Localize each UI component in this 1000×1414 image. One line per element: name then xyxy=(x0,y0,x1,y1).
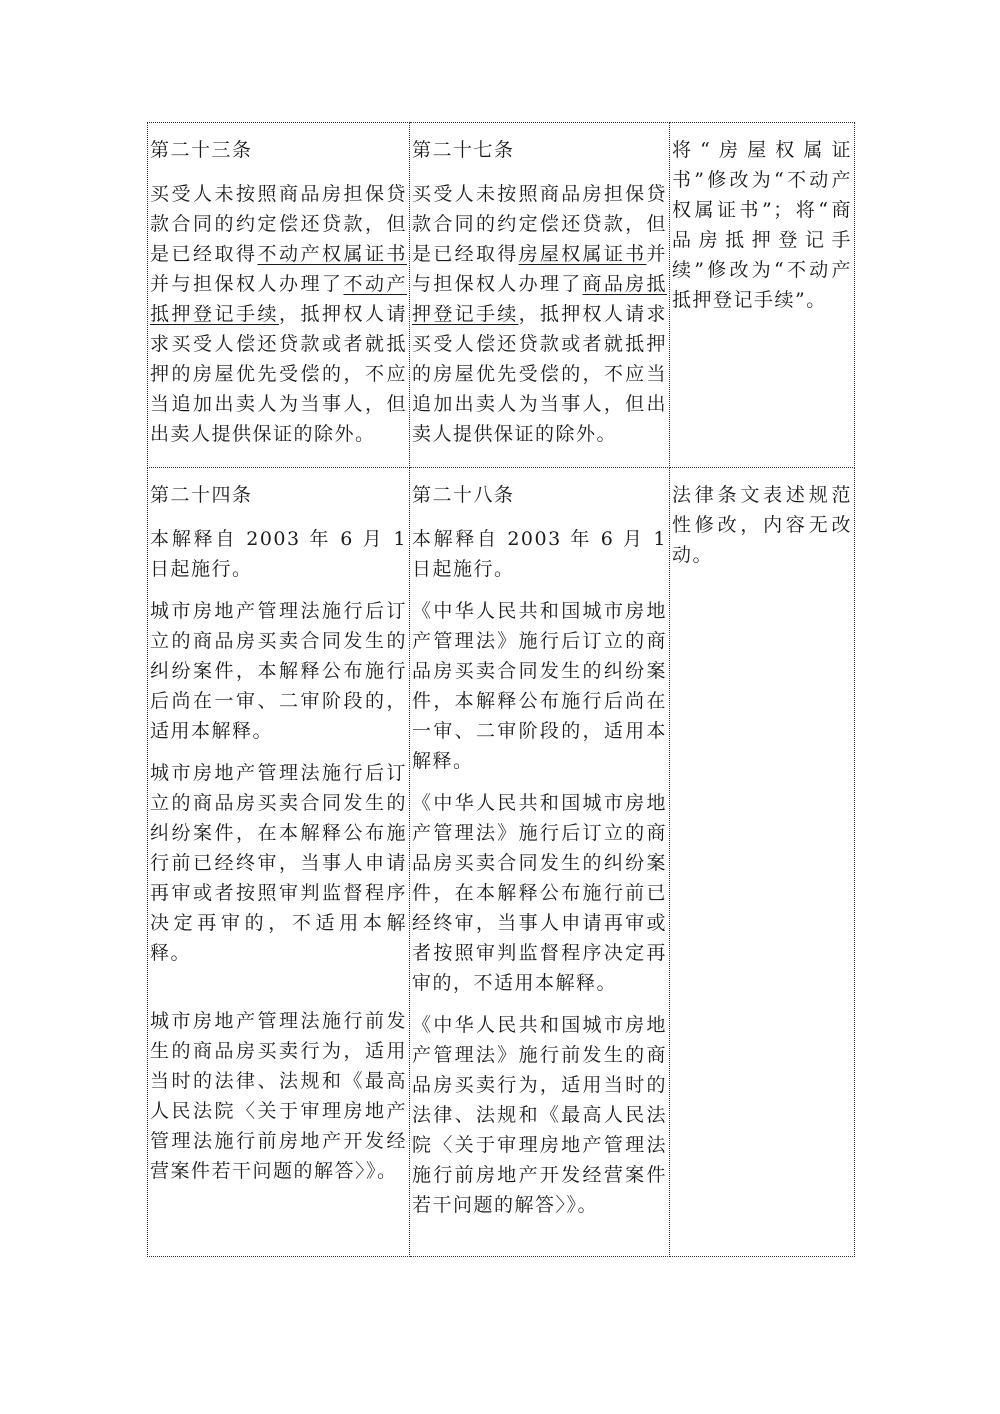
underlined-change: 商品房抵押登记手续 xyxy=(412,273,667,325)
change-note: 法律条文表述规范性修改，内容无改动。 xyxy=(672,484,852,566)
article-number: 第二十四条 xyxy=(150,484,253,506)
text-segment: 买受人未按照商品房担保贷款合同的约定偿还贷款，但是已经取得 xyxy=(412,183,667,265)
article-paragraph: 本解释自 2003 年 6 月 1 日起施行。 xyxy=(412,528,667,580)
article-paragraph: 《中华人民共和国城市房地产管理法》施行前发生的商品房买卖行为，适用当时的法律、法规和《最高人民法院〈关于审理房地产管理法施行前房地产开发经营案件若干问题的解答〉》。 xyxy=(412,1014,667,1216)
article-paragraph: 城市房地产管理法施行后订立的商品房买卖合同发生的纠纷案件，在本解释公布施行前已经终审，当事人申请再审或者按照审判监督程序决定再审的，不适用本解释。 xyxy=(150,762,407,964)
comparison-table xyxy=(147,122,855,1257)
text-segment: 并与担保权人办理了 xyxy=(412,243,667,295)
underlined-change: 房屋权属证书 xyxy=(518,243,647,265)
new-text-cell xyxy=(148,123,410,468)
change-note: 将“房屋权属证书”修改为“不动产权属证书”；将“商品房抵押登记手续”修改为“不动产抵押登记手续”。 xyxy=(672,139,852,311)
article-paragraph xyxy=(412,179,667,449)
new-text-cell xyxy=(148,468,410,1257)
table-row xyxy=(148,123,855,468)
article-number: 第二十七条 xyxy=(412,139,515,161)
old-text-cell xyxy=(410,123,670,468)
text-segment: ，抵押权人请求买受人偿还贷款或者就抵押的房屋优先受偿的，不应当追加出卖人为当事人，但出卖人提供保证的除外。 xyxy=(412,303,667,445)
article-paragraph: 城市房地产管理法施行前发生的商品房买卖行为，适用当时的法律、法规和《最高人民法院〈关于审理房地产管理法施行前房地产开发经营案件若干问题的解答〉》。 xyxy=(150,1010,407,1182)
text-segment: 并与担保权人办理了 xyxy=(150,273,344,295)
article-paragraph: 《中华人民共和国城市房地产管理法》施行后订立的商品房买卖合同发生的纠纷案件，本解释公布施行后尚在一审、二审阶段的，适用本解释。 xyxy=(412,600,667,772)
article-paragraph: 城市房地产管理法施行后订立的商品房买卖合同发生的纠纷案件，本解释公布施行后尚在一审、二审阶段的，适用本解释。 xyxy=(150,600,407,742)
article-number: 第二十八条 xyxy=(412,484,515,506)
table-row xyxy=(148,468,855,1257)
note-cell xyxy=(670,468,855,1257)
old-text-cell xyxy=(410,468,670,1257)
underlined-change: 不动产权属证书 xyxy=(257,243,407,265)
article-number: 第二十三条 xyxy=(150,139,253,161)
note-cell xyxy=(670,123,855,468)
underlined-change: 不动产抵押登记手续 xyxy=(150,273,407,325)
article-paragraph xyxy=(150,179,407,449)
article-paragraph: 本解释自 2003 年 6 月 1 日起施行。 xyxy=(150,528,407,580)
text-segment: 买受人未按照商品房担保贷款合同的约定偿还贷款，但是已经取得 xyxy=(150,183,407,265)
article-paragraph: 《中华人民共和国城市房地产管理法》施行后订立的商品房买卖合同发生的纠纷案件，在本解释公布施行前已经终审，当事人申请再审或者按照审判监督程序决定再审的，不适用本解释。 xyxy=(412,792,667,994)
text-segment: ，抵押权人请求买受人偿还贷款或者就抵押的房屋优先受偿的，不应当追加出卖人为当事人，但出卖人提供保证的除外。 xyxy=(150,303,407,445)
